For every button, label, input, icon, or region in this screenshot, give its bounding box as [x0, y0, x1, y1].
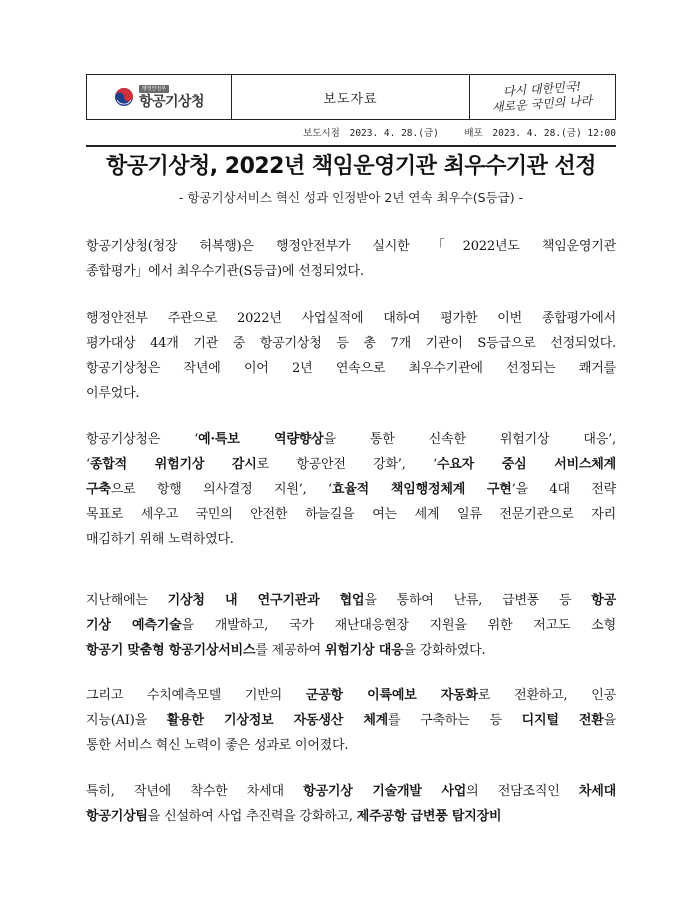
slogan-line-2: 새로운 국민의 나라 [491, 93, 594, 115]
paragraph-line [86, 733, 616, 758]
paragraph-line [86, 427, 616, 452]
body-text: 평가대상 44개 기관 중 항공기상청 등 총 7개 기관이 S등급으로 선정되었다. [86, 336, 616, 351]
paragraph-line [86, 588, 616, 613]
embargo-label: 보도시점 [303, 128, 340, 139]
body-text: 를 제공하여 [255, 643, 325, 658]
body-text: 을 개발하고, 국가 재난대응현장 지원을 위한 저고도 소형 [181, 618, 616, 633]
body-text: 을 강화하였다. [403, 643, 486, 658]
body-text: 을 신설하여 사업 추진력을 강화하고, [147, 809, 357, 824]
emphasis-text: 종합적 위험기상 감시 [89, 457, 257, 472]
paragraph-line [86, 477, 616, 502]
paragraph-line [86, 527, 616, 552]
emphasis-text: 차세대 [578, 784, 616, 799]
press-release-subtitle: - 항공기상서비스 혁신 성과 인정받아 2년 연속 최우수(S등급) - [178, 190, 524, 205]
body-text: ’을 4대 전략 [511, 482, 617, 497]
paragraph-line [86, 779, 616, 804]
body-text: 매김하기 위해 노력하였다. [86, 532, 234, 547]
body-text: 로 전환하고, 인공 [477, 688, 617, 703]
body-text: 목표로 세우고 국민의 안전한 하늘길을 여는 세계 일류 전문기관으로 자리 [86, 507, 616, 522]
emphasis-text: 항공기상 기술개발 사업 [303, 784, 467, 799]
body-text: 항공기상청은 작년에 이어 2년 연속으로 최우수기관에 선정되는 쾌거를 [86, 361, 616, 376]
emphasis-text: 항공기상팀 [86, 809, 148, 824]
paragraph [86, 779, 616, 829]
agency-logo-cell [87, 75, 232, 119]
paragraph-line [86, 613, 616, 638]
body-text: 그리고 수치예측모델 기반의 [86, 688, 306, 703]
body-text: 을 통한 신속한 위험기상 대응’, [323, 432, 616, 447]
body-text: 지난해에는 [86, 593, 168, 608]
body-text: 항공기상청은 ‘ [86, 432, 199, 447]
emphasis-text: 활용한 기상정보 자동생산 체계 [166, 713, 389, 728]
doc-type-cell [232, 75, 470, 119]
emphasis-text: 수요자 중심 서비스체계 [436, 457, 616, 472]
paragraph-line [86, 708, 616, 733]
slogan-line-1: 다시 대한민국! [502, 79, 582, 99]
body-text: ‘ [86, 457, 90, 472]
paragraph [86, 683, 616, 758]
emphasis-text: 군공항 이륙예보 자동화 [305, 688, 478, 703]
paragraph-line [86, 331, 616, 356]
embargo-date: 2023. 4. 28.(금) [349, 128, 439, 139]
press-release-title: 항공기상청, 2022년 책임운영기관 최우수기관 선정 [105, 154, 596, 179]
paragraph-line [86, 381, 616, 406]
body-text: 을 통하여 난류, 급변풍 등 [364, 593, 592, 608]
distribution-date: 2023. 4. 28.(금) 12:00 [492, 128, 616, 139]
paragraph [86, 427, 616, 552]
body-text: 특히, 작년에 착수한 차세대 [86, 784, 304, 799]
paragraph-line [86, 804, 616, 829]
government-slogan [491, 79, 594, 115]
taegeuk-emblem-icon [114, 87, 134, 107]
emphasis-text: 항공기 맞춤형 항공기상서비스 [86, 643, 256, 658]
emphasis-text: 예·특보 역량향상 [198, 432, 324, 447]
ministry-tag: 행정안전부 [139, 85, 169, 93]
body-text: 을 [603, 713, 616, 728]
emphasis-text: 기상청 내 연구기관과 협업 [167, 593, 365, 608]
body-text: 항공기상청(청장 허복행)은 행정안전부가 실시한 「2022년도 책임운영기관 [86, 239, 616, 254]
body-text: 종합평가」에서 최우수기관(S등급)에 선정되었다. [86, 264, 364, 279]
distribution-label: 배포 [464, 128, 483, 139]
agency-logo [114, 85, 204, 110]
slogan-cell [470, 75, 615, 119]
body-text: 으로 항행 의사결정 지원’, ‘ [110, 482, 332, 497]
paragraph [86, 306, 616, 406]
paragraph [86, 588, 616, 663]
paragraph-line [86, 259, 616, 284]
title-top-rule [86, 145, 616, 147]
emphasis-text: 제주공항 급변풍 탐지장비 [356, 809, 502, 824]
paragraph-line [86, 306, 616, 331]
paragraph-line [86, 234, 616, 259]
doc-type-label: 보도자료 [323, 91, 378, 107]
header-box [86, 74, 616, 120]
body-text: 이루었다. [86, 386, 140, 401]
paragraph-line [86, 452, 616, 477]
agency-name: 항공기상청 [138, 93, 205, 110]
release-date-line [303, 125, 616, 139]
emphasis-text: 항공 [591, 593, 616, 608]
emphasis-text: 위험기상 대응 [324, 643, 404, 658]
paragraph [86, 234, 616, 284]
body-text: 통한 서비스 혁신 노력이 좋은 성과로 이어졌다. [86, 738, 349, 753]
paragraph-line [86, 502, 616, 527]
paragraph-line [86, 683, 616, 708]
body-text: 행정안전부 주관으로 2022년 사업실적에 대하여 평가한 이번 종합평가에서 [86, 311, 616, 326]
body-text: 지능(AI)을 [86, 713, 167, 728]
emphasis-text: 디지털 전환 [521, 713, 604, 728]
body-text: 의 전담조직인 [466, 784, 579, 799]
emphasis-text: 구축 [86, 482, 111, 497]
body-text: 를 구축하는 등 [388, 713, 522, 728]
body-text: 로 항공안전 강화’, ‘ [256, 457, 437, 472]
emphasis-text: 기상 예측기술 [86, 618, 182, 633]
paragraph-line [86, 638, 616, 663]
emphasis-text: 효율적 책임행정체계 구현 [331, 482, 512, 497]
paragraph-line [86, 356, 616, 381]
